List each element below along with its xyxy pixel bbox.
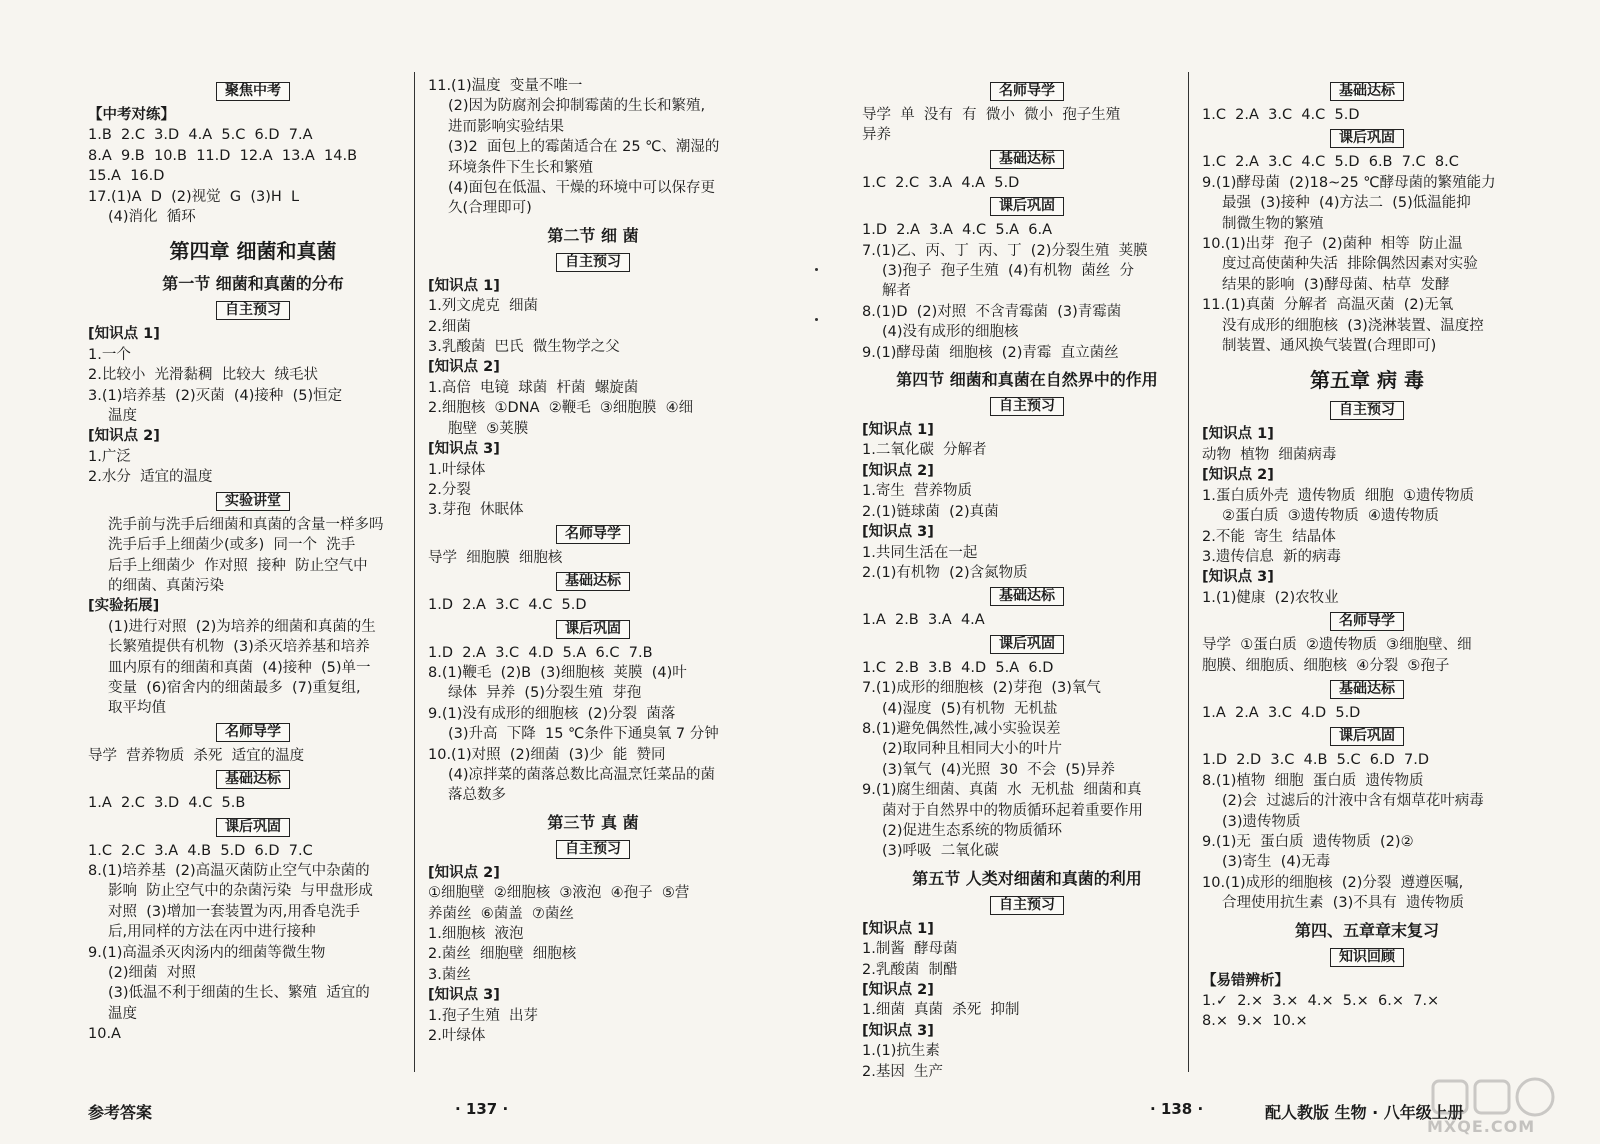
answer-line: 7.(1)乙、丙、丁 丙、丁 (2)分裂生殖 荚膜: [862, 242, 1148, 259]
answer-line-indented: (4)面包在低温、干燥的环境中可以保存更: [448, 180, 716, 197]
answer-line: 1.孢子生殖 出芽: [428, 1007, 539, 1024]
answer-line: 9.(1)酵母菌 细胞核 (2)青霉 直立菌丝: [862, 344, 1119, 361]
section-box-heading: [428, 619, 758, 639]
section-box-heading: [88, 81, 418, 101]
knowledge-point-label: [知识点 2]: [862, 462, 934, 479]
answer-line-indented: 环境条件下生长和繁殖: [448, 159, 593, 176]
answer-line-indented: (4)没有成形的细胞核: [882, 324, 1019, 341]
section-box-heading: [428, 839, 758, 859]
answer-line: 7.(1)成形的细胞核 (2)芽孢 (3)氧气: [862, 680, 1101, 697]
answer-line: 导学 营养物质 杀死 适宜的温度: [88, 747, 305, 764]
answer-line: 2.水分 适宜的温度: [88, 469, 213, 486]
knowledge-point-label: [知识点 3]: [428, 987, 500, 1004]
boxed-label: 课后巩固: [990, 635, 1064, 654]
answer-line: 3.芽孢 休眠体: [428, 502, 524, 519]
section-box-heading: [88, 491, 418, 511]
boxed-label: 自主预习: [556, 840, 630, 859]
answer-line-indented: 制微生物的繁殖: [1222, 215, 1324, 232]
answer-line: 10.(1)对照 (2)细菌 (3)少 能 赞同: [428, 746, 666, 763]
answer-line: 15.A 16.D: [88, 168, 165, 185]
answer-line-indented: (2)细菌 对照: [108, 965, 196, 981]
answer-line-indented: 长繁殖提供有机物 (3)杀灭培养基和培养: [108, 639, 370, 656]
boxed-label: 基础达标: [556, 572, 630, 591]
answer-line-indented: 胞壁 ⑤荚膜: [448, 420, 529, 437]
answer-line-indented: 合理使用抗生素 (3)不具有 遗传物质: [1222, 895, 1464, 912]
answer-line: 2.不能 寄生 结晶体: [1202, 528, 1336, 545]
knowledge-point-label: [知识点 1]: [862, 920, 934, 937]
answer-line-indented: (4)湿度 (5)有机物 无机盐: [882, 700, 1058, 717]
answer-line-indented: 制装置、通风换气装置(合理即可): [1222, 338, 1437, 355]
answer-line: 1.制酱 酵母菌: [862, 941, 958, 958]
section-box-heading: [862, 634, 1192, 654]
answer-line: 2.(1)有机物 (2)含氮物质: [862, 564, 1028, 581]
knowledge-point-label: [知识点 1]: [862, 422, 934, 439]
answer-line: 异养: [862, 127, 891, 144]
answer-line: 1.叶绿体: [428, 461, 486, 478]
boxed-label: 名师导学: [1330, 612, 1404, 631]
section-box-heading: [862, 396, 1192, 416]
answer-line: 3.菌丝: [428, 966, 471, 983]
answer-line: 1.二氧化碳 分解者: [862, 442, 987, 459]
answer-line: 1.(1)抗生素: [862, 1043, 940, 1060]
footer-edition: 配人教版 生物 · 八年级上册: [1265, 1103, 1464, 1122]
margin-mark: [815, 268, 818, 271]
answer-line: 1.B 2.C 3.D 4.A 5.C 6.D 7.A: [88, 127, 313, 144]
answer-line: 1.寄生 营养物质: [862, 483, 973, 500]
watermark-emblem: [1415, 1075, 1565, 1119]
answer-line: 1.D 2.A 3.C 4.C 5.D: [428, 597, 587, 614]
section-box-heading: [862, 895, 1192, 915]
answer-line: 1.C 2.C 3.A 4.A 5.D: [862, 174, 1020, 191]
answer-line-indented: 落总数多: [448, 787, 506, 804]
section-title: 第五节 人类对细菌和真菌的利用: [912, 868, 1142, 888]
answer-line-indented: (2)促进生态系统的物质循环: [882, 822, 1063, 839]
answer-line: 9.(1)酵母菌 (2)18~25 ℃酵母菌的繁殖能力: [1202, 174, 1496, 191]
boxed-label: 自主预习: [216, 301, 290, 320]
answer-line-indented: (3)氧气 (4)光照 30 不会 (5)异养: [882, 761, 1115, 778]
answer-line: 3.遗传信息 新的病毒: [1202, 548, 1342, 565]
answer-line: 1.C 2.C 3.A 4.B 5.D 6.D 7.C: [88, 842, 313, 859]
chapter-title: 第五章 病 毒: [1310, 368, 1424, 393]
answer-line: 1.细胞核 液泡: [428, 926, 524, 942]
answer-line: 1.A 2.B 3.A 4.A: [862, 612, 985, 629]
section-box-heading: [428, 252, 758, 272]
answer-line-indented: 没有成形的细胞核 (3)浇淋装置、温度控: [1222, 317, 1484, 334]
column-divider-right: [1188, 72, 1189, 1072]
answer-line: 2.分裂: [428, 481, 471, 498]
footer-section-title: 参考答案: [88, 1103, 153, 1122]
answer-line-indented: 取平均值: [108, 700, 166, 717]
answer-line: 1.C 2.A 3.C 4.C 5.D 6.B 7.C 8.C: [1202, 154, 1459, 171]
column-4: [1202, 78, 1532, 1032]
answer-line-indented: 温度: [108, 1005, 137, 1022]
section-box-heading: [1202, 128, 1532, 148]
boxed-label: 实验讲堂: [216, 492, 290, 511]
knowledge-point-label: 【中考对练】: [88, 107, 175, 123]
answer-line-indented: 温度: [108, 408, 137, 425]
knowledge-point-label: [知识点 3]: [862, 524, 934, 541]
section-title: 第一节 细菌和真菌的分布: [162, 274, 344, 294]
boxed-label: 自主预习: [990, 397, 1064, 416]
answer-line: 8.(1)D (2)对照 不含青霉菌 (3)青霉菌: [862, 303, 1122, 320]
answer-line-indented: (2)会 过滤后的汁液中含有烟草花叶病毒: [1222, 793, 1484, 810]
answer-line-indented: (4)消化 循环: [108, 209, 196, 226]
answer-line: 11.(1)真菌 分解者 高温灭菌 (2)无氧: [1202, 297, 1454, 314]
answer-line-indented: (4)凉拌菜的菌落总数比高温烹饪菜品的菌: [448, 766, 716, 783]
answer-line: 2.细胞核 ①DNA ②鞭毛 ③细胞膜 ④细: [428, 400, 694, 417]
answer-line-indented: (2)取同种且相同大小的叶片: [882, 741, 1063, 758]
boxed-label: 基础达标: [216, 770, 290, 789]
boxed-label: 课后巩固: [556, 620, 630, 639]
answer-line-indented: 久(合理即可): [448, 200, 532, 217]
answer-line-indented: (3)孢子 孢子生殖 (4)有机物 菌丝 分: [882, 263, 1134, 280]
boxed-label: 基础达标: [990, 587, 1064, 606]
section-box-heading: [1202, 947, 1532, 967]
answer-line-indented: 菌对于自然界中的物质循环起着重要作用: [882, 802, 1143, 819]
boxed-label: 课后巩固: [990, 197, 1064, 216]
answer-line-indented: 结果的影响 (3)酵母菌、枯草 发酵: [1222, 276, 1450, 293]
answer-line: 17.(1)A D (2)视觉 G (3)H L: [88, 188, 300, 205]
answer-line: 1.C 2.A 3.C 4.C 5.D: [1202, 107, 1360, 123]
answer-line-indented: 进而影响实验结果: [448, 118, 564, 135]
section-title: 第二节 细 菌: [547, 225, 639, 245]
section-box-heading: [88, 300, 418, 320]
answer-line-indented: 对照 (3)增加一套装置为丙,用香皂洗手: [108, 903, 360, 920]
answer-line: 养菌丝 ⑥菌盖 ⑦菌丝: [428, 905, 574, 922]
section-title: 第四节 细菌和真菌在自然界中的作用: [896, 370, 1158, 390]
knowledge-point-label: [知识点 3]: [1202, 569, 1274, 586]
section-title: 第三节 真 菌: [547, 812, 639, 832]
boxed-label: 基础达标: [1330, 680, 1404, 699]
boxed-label: 基础达标: [1330, 82, 1404, 101]
answer-line: 1.一个: [88, 346, 131, 363]
answer-line-indented: 后,用同样的方法在丙中进行接种: [108, 924, 316, 941]
answer-line: 1.列文虎克 细菌: [428, 298, 539, 315]
answer-line: 1.细菌 真菌 杀死 抑制: [862, 1002, 1020, 1019]
answer-line: 10.A: [88, 1026, 121, 1043]
section-box-heading: [1202, 81, 1532, 101]
page-number-right: · 138 ·: [1150, 1100, 1204, 1118]
answer-line-indented: 影响 防止空气中的杂菌污染 与甲盘形成: [108, 883, 373, 900]
answer-line: 2.细菌: [428, 318, 471, 335]
section-box-heading: [862, 196, 1192, 216]
boxed-label: 自主预习: [556, 253, 630, 272]
knowledge-point-label: [知识点 2]: [428, 864, 500, 881]
answer-line: 1.共同生活在一起: [862, 544, 978, 561]
boxed-label: 知识回顾: [1330, 948, 1404, 967]
section-box-heading: [88, 817, 418, 837]
column-3: [862, 78, 1192, 1082]
answer-line: 2.(1)链球菌 (2)真菌: [862, 503, 999, 520]
knowledge-point-label: [知识点 2]: [428, 359, 500, 376]
section-box-heading: [428, 571, 758, 591]
answer-line: 2.乳酸菌 制醋: [862, 961, 958, 978]
boxed-label: 名师导学: [556, 525, 630, 544]
knowledge-point-label: 【易错辨析】: [1202, 972, 1289, 989]
knowledge-point-label: [知识点 3]: [428, 441, 500, 458]
answer-line-indented: (1)进行对照 (2)为培养的细菌和真菌的生: [108, 618, 376, 635]
answer-line: 1.C 2.B 3.B 4.D 5.A 6.D: [862, 659, 1054, 676]
answer-line: 1.A 2.A 3.C 4.D 5.D: [1202, 704, 1361, 721]
knowledge-point-label: [知识点 2]: [1202, 467, 1274, 484]
answer-line: 2.菌丝 细胞壁 细胞核: [428, 946, 577, 963]
column-divider-left: [414, 72, 415, 1072]
answer-line: 8.(1)鞭毛 (2)B (3)细胞核 荚膜 (4)叶: [428, 664, 687, 681]
watermark-logo: [1415, 1075, 1565, 1135]
knowledge-point-label: [知识点 2]: [88, 428, 160, 445]
answer-line: 2.基因 生产: [862, 1063, 944, 1080]
answer-line-indented: 后手上细菌少 作对照 接种 防止空气中: [108, 557, 368, 574]
section-box-heading: [862, 149, 1192, 169]
boxed-label: 名师导学: [990, 82, 1064, 101]
answer-line: 3.乳酸菌 巴氏 微生物学之父: [428, 339, 620, 356]
boxed-label: 聚焦中考: [216, 82, 290, 101]
answer-line-indented: (3)升高 下降 15 ℃条件下通臭氧 7 分钟: [448, 726, 719, 743]
column-1: [88, 78, 418, 1045]
answer-line-indented: (3)寄生 (4)无毒: [1222, 854, 1331, 871]
knowledge-point-label: [知识点 1]: [1202, 426, 1274, 443]
answer-line-indented: (2)因为防腐剂会抑制霉菌的生长和繁殖,: [448, 98, 706, 115]
boxed-label: 名师导学: [216, 723, 290, 742]
answer-line: 11.(1)温度 变量不唯一: [428, 78, 583, 94]
answer-line: 1.A 2.C 3.D 4.C 5.B: [88, 795, 246, 812]
answer-line: 8.(1)避免偶然性,减小实验误差: [862, 720, 1061, 737]
answer-line: 导学 ①蛋白质 ②遗传物质 ③细胞壁、细: [1202, 637, 1472, 654]
answer-line: 8.(1)植物 细胞 蛋白质 遗传物质: [1202, 772, 1424, 789]
answer-line-indented: 最强 (3)接种 (4)方法二 (5)低温能抑: [1222, 195, 1471, 212]
margin-mark: [815, 318, 818, 321]
section-box-heading: [428, 524, 758, 544]
answer-line: 3.(1)培养基 (2)灭菌 (4)接种 (5)恒定: [88, 387, 343, 404]
answer-line: 1.D 2.D 3.C 4.B 5.C 6.D 7.D: [1202, 752, 1430, 769]
boxed-label: 自主预习: [990, 896, 1064, 915]
answer-line-indented: (3)呼吸 二氧化碳: [882, 843, 999, 860]
answer-line: 10.(1)成形的细胞核 (2)分裂 遵遵医嘱,: [1202, 874, 1464, 891]
answer-line: 8.A 9.B 10.B 11.D 12.A 13.A 14.B: [88, 147, 358, 164]
answer-line: 1.✓ 2.× 3.× 4.× 5.× 6.× 7.×: [1202, 993, 1440, 1009]
answer-line: 8.(1)培养基 (2)高温灭菌防止空气中杂菌的: [88, 862, 370, 879]
section-title: 第四、五章章末复习: [1294, 920, 1439, 940]
section-box-heading: [1202, 679, 1532, 699]
boxed-label: 自主预习: [1330, 401, 1404, 420]
watermark-text: MXQE.COM: [1427, 1117, 1536, 1136]
boxed-label: 课后巩固: [1330, 129, 1404, 148]
answer-line: 导学 细胞膜 细胞核: [428, 549, 563, 566]
answer-line: 9.(1)没有成形的细胞核 (2)分裂 菌落: [428, 705, 676, 722]
section-box-heading: [1202, 400, 1532, 420]
knowledge-point-label: [知识点 2]: [862, 982, 934, 998]
answer-line-indented: 绿体 异养 (5)分裂生殖 芽孢: [448, 685, 642, 702]
answer-line-indented: 洗手前与洗手后细菌和真菌的含量一样多吗: [108, 516, 384, 533]
boxed-label: 课后巩固: [1330, 727, 1404, 746]
answer-line-indented: (3)2 面包上的霉菌适合在 25 ℃、潮湿的: [448, 139, 720, 156]
answer-line: 1.高倍 电镜 球菌 杆菌 螺旋菌: [428, 379, 639, 396]
answer-line: 8.× 9.× 10.×: [1202, 1013, 1308, 1030]
answer-line: 导学 单 没有 有 微小 微小 孢子生殖: [862, 107, 1121, 123]
answer-line-indented: 的细菌、真菌污染: [108, 577, 224, 594]
answer-line: 2.叶绿体: [428, 1028, 486, 1045]
knowledge-point-label: [实验拓展]: [88, 598, 160, 615]
answer-line: 10.(1)出芽 孢子 (2)菌种 相等 防止温: [1202, 236, 1463, 253]
section-box-heading: [862, 81, 1192, 101]
answer-line-indented: ②蛋白质 ③遗传物质 ④遗传物质: [1222, 508, 1439, 525]
answer-line: 动物 植物 细菌病毒: [1202, 446, 1337, 463]
answer-line-indented: (3)低温不利于细菌的生长、繁殖 适宜的: [108, 985, 370, 1002]
knowledge-point-label: [知识点 1]: [88, 326, 160, 343]
section-box-heading: [1202, 611, 1532, 631]
column-2: [428, 76, 758, 1046]
section-box-heading: [1202, 726, 1532, 746]
section-box-heading: [88, 769, 418, 789]
answer-line: 1.D 2.A 3.C 4.D 5.A 6.C 7.B: [428, 644, 653, 661]
chapter-title: 第四章 细菌和真菌: [169, 239, 337, 264]
boxed-label: 课后巩固: [216, 818, 290, 837]
answer-line-indented: 皿内原有的细菌和真菌 (4)接种 (5)单一: [108, 659, 371, 676]
section-box-heading: [88, 722, 418, 742]
answer-line: 1.广泛: [88, 448, 131, 465]
answer-line: ①细胞壁 ②细胞核 ③液泡 ④孢子 ⑤营: [428, 885, 690, 902]
answer-line: 1.(1)健康 (2)农牧业: [1202, 589, 1339, 606]
answer-line: 胞膜、细胞质、细胞核 ④分裂 ⑤孢子: [1202, 657, 1450, 674]
answer-line: 1.蛋白质外壳 遗传物质 细胞 ①遗传物质: [1202, 487, 1474, 504]
answer-line-indented: (3)遗传物质: [1222, 813, 1301, 830]
answer-line: 9.(1)腐生细菌、真菌 水 无机盐 细菌和真: [862, 782, 1142, 799]
answer-line: 9.(1)高温杀灭肉汤内的细菌等微生物: [88, 944, 326, 961]
section-box-heading: [862, 586, 1192, 606]
answer-line: 1.D 2.A 3.A 4.C 5.A 6.A: [862, 222, 1053, 239]
boxed-label: 基础达标: [990, 150, 1064, 169]
answer-line-indented: 解者: [882, 283, 911, 300]
knowledge-point-label: [知识点 1]: [428, 277, 500, 294]
page-number-left: · 137 ·: [455, 1100, 509, 1118]
answer-line-indented: 度过高使菌种失活 排除偶然因素对实验: [1222, 256, 1478, 273]
answer-line-indented: 变量 (6)宿舍内的细菌最多 (7)重复组,: [108, 679, 361, 696]
answer-line: 2.比较小 光滑黏稠 比较大 绒毛状: [88, 367, 318, 384]
answer-line-indented: 洗手后手上细菌少(或多) 同一个 洗手: [108, 537, 356, 554]
answer-line: 9.(1)无 蛋白质 遗传物质 (2)②: [1202, 833, 1414, 850]
knowledge-point-label: [知识点 3]: [862, 1022, 934, 1039]
